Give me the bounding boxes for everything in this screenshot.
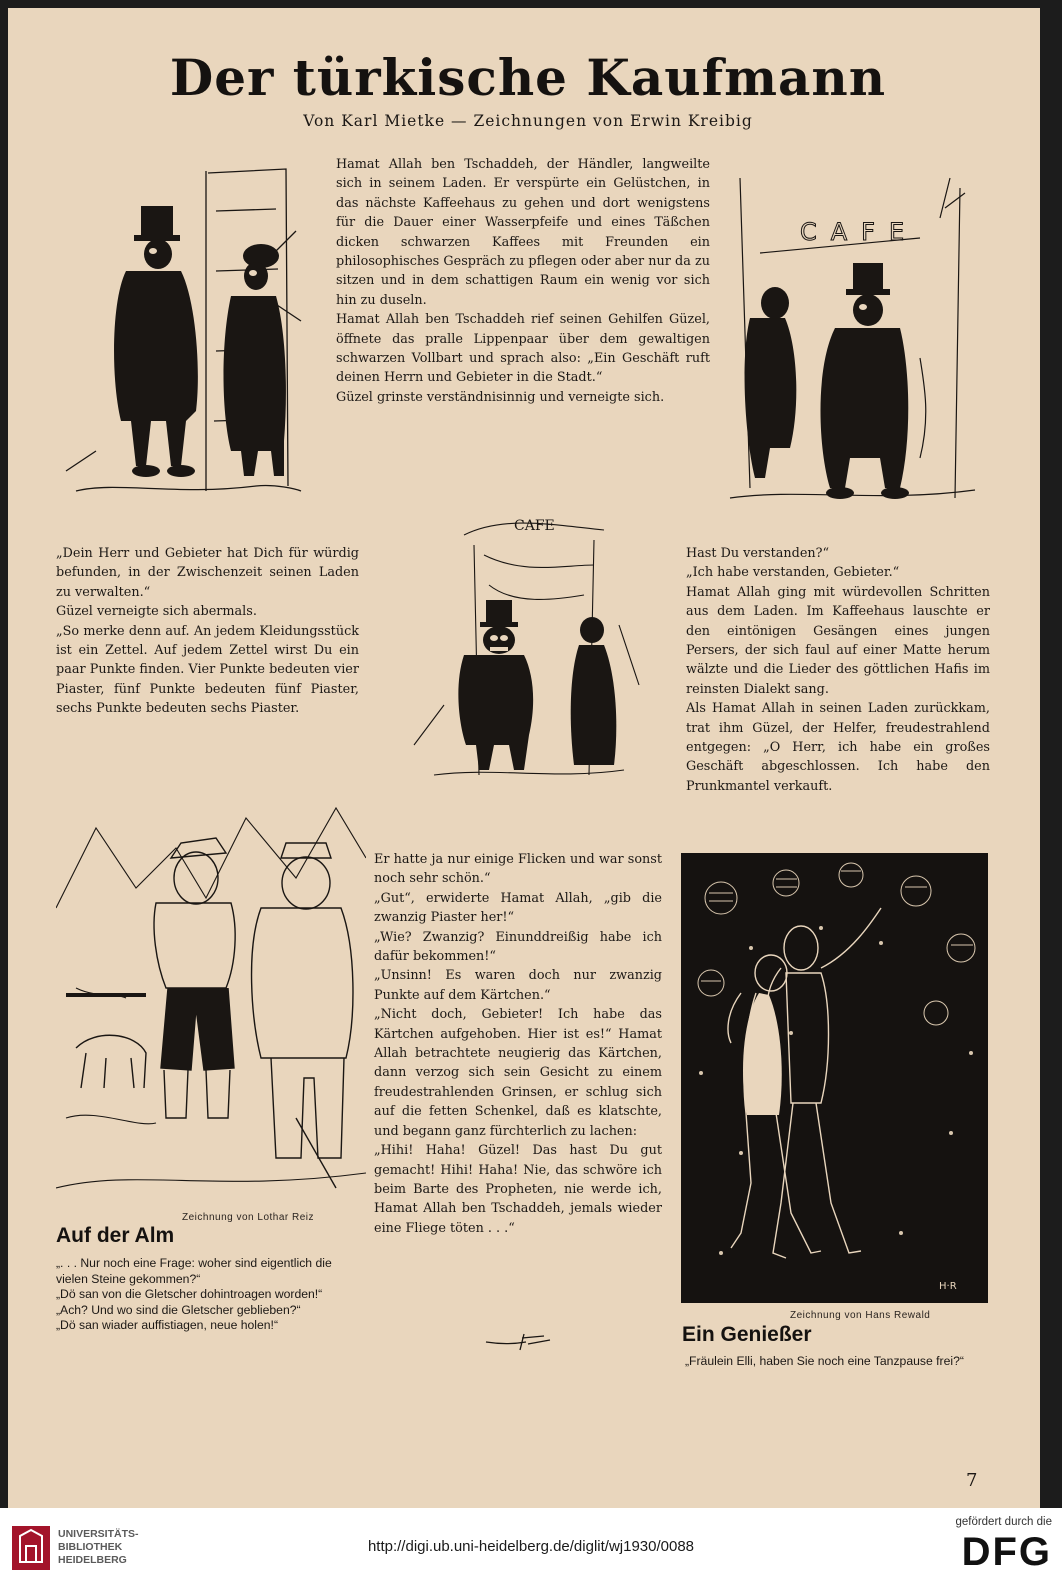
page-number: 7 — [966, 1470, 978, 1491]
illustration-dancers — [681, 853, 988, 1303]
article-column-right — [686, 544, 990, 796]
paragraph: „Gut“, erwiderte Hamat Allah, „gib die zwanzig Piaster her!“ — [374, 890, 662, 926]
illustration-alm — [56, 788, 366, 1206]
paragraph: Hamat Allah ging mit würdevollen Schritten aus dem Laden. Im Kaffeehaus lauschte er den eintönigen Gesängen eines jungen Persers, der sich faul auf einer Matte herum wälzte und die Lieder des göttlichen Hafis im reinsten Dialekt sang. — [686, 584, 990, 697]
alm-line: „Ach? Und wo sind die Gletscher geblieben?“ — [56, 1302, 301, 1317]
source-url-link[interactable]: http://digi.ub.uni-heidelberg.de/diglit/wj1930/0088 — [367, 1538, 695, 1555]
paragraph: Hamat Allah ben Tschaddeh, der Händler, langweilte sich in seinem Laden. Er verspürte ein Gelüstchen, in das nächste Kaffeehaus zu gehen und dort wenigstens für die Dauer einer Wasserpfeife und eines Täßchen dicken schwarzen Kaffees mit Freunden ein philosophisches Gespräch zu pflegen oder aber nur da zu sitzen und in dem schattigen Raum ein wenig vor sich hin zu duseln. — [336, 157, 710, 308]
illustration-cafe — [720, 158, 982, 518]
paragraph: „Unsinn! Es waren doch nur zwanzig Punkte auf dem Kärtchen.“ — [374, 968, 662, 1003]
alm-title: Auf der Alm — [56, 1224, 175, 1247]
dancers-signature: H·R — [939, 1281, 957, 1292]
paragraph: Er hatte ja nur einige Flicken und war sonst noch sehr schön.“ — [374, 852, 662, 887]
alm-line: „Dö san von die Gletscher dohintroagen worden!“ — [56, 1287, 323, 1301]
dfg-logo: DFG — [961, 1530, 1052, 1574]
article-column-top — [336, 155, 710, 407]
magazine-page — [8, 8, 1040, 1508]
alm-line: „. . . Nur noch eine Frage: woher sind eigentlich die vielen Steine gekommen?“ — [56, 1256, 332, 1286]
geniesser-credit: Zeichnung von Hans Rewald — [790, 1310, 931, 1321]
funding-note: gefördert durch die — [955, 1516, 1052, 1528]
paragraph: Güzel grinste verständnisinnig und verneigte sich. — [336, 389, 665, 405]
alm-dialogue — [56, 1256, 361, 1334]
article-title: Der türkische Kaufmann — [169, 48, 887, 107]
paragraph: Hamat Allah ben Tschaddeh rief seinen Gehilfen Güzel, öffnete das pralle Lippenpaar über dem gewaltigen schwarzen Vollbart und sprach also: „Ein Geschäft ruft deinen Herrn und Gebieter in die Stadt.“ — [336, 312, 710, 386]
paragraph: „Hihi! Haha! Güzel! Das hast Du gut gemacht! Hihi! Haha! Nie, das schwöre ich beim Barte des Propheten, nie werde ich, Hamat Allah ben Tschaddeh, jemals wieder eine Fliege töten . . .“ — [374, 1143, 662, 1236]
illustration-men-at-door — [56, 151, 306, 511]
illustration-shop-doorway — [404, 505, 644, 783]
library-name-line: UNIVERSITÄTS- — [58, 1528, 139, 1540]
library-name-line: BIBLIOTHEK — [58, 1541, 123, 1553]
geniesser-title: Ein Genießer — [682, 1323, 812, 1346]
paragraph: „So merke denn auf. An jedem Kleidungsstück ist ein Zettel. Auf jedem Zettel wirst Du ein paar Punkte finden. Vier Punkte bedeuten vier Piaster, fünf Punkte bedeuten fünf Piaster, sechs Punkte bedeuten sechs Piaster. — [56, 623, 359, 717]
shop-sign: CAFE — [514, 518, 555, 534]
end-flourish-icon — [484, 1330, 554, 1354]
library-name-line: HEIDELBERG — [58, 1554, 127, 1566]
paragraph: „Wie? Zwanzig? Einunddreißig habe ich dafür bekommen!“ — [374, 929, 662, 965]
alm-line: „Dö san wiader auffistiagen, neue holen!“ — [56, 1318, 278, 1332]
alm-credit: Zeichnung von Lothar Reiz — [182, 1212, 315, 1223]
paragraph: Als Hamat Allah in seinen Laden zurückkam, trat ihm Güzel, der Helfer, freudestrahlend entgegen: „O Herr, ich habe ein großes Geschäft abgeschlossen. Ich habe den Prunkmantel verkauft. — [686, 701, 990, 794]
article-byline: Von Karl Mietke — Zeichnungen von Erwin Kreibig — [303, 112, 753, 130]
article-column-left — [56, 544, 359, 719]
paragraph: Güzel verneigte sich abermals. — [56, 604, 257, 620]
article-column-middle — [374, 850, 662, 1238]
paragraph: „Ich habe verstanden, Gebieter.“ — [686, 565, 900, 581]
library-footer — [0, 1508, 1062, 1591]
cafe-sign: CAFE — [800, 218, 919, 246]
paragraph: „Nicht doch, Gebieter! Ich habe das Kärtchen aufgehoben. Hier ist es!“ Hamat Allah betrachtete neugierig das Kärtchen, dann verzog sich sein Gesicht zu einem freudestrahlenden Grinsen, er schlug sich auf die fetten Schenkel, daß es klatschte, und begann ganz fürchterlich zu lachen: — [374, 1007, 662, 1139]
paragraph: „Dein Herr und Gebieter hat Dich für würdig befunden, in der Zwischenzeit seinen Laden zu verwalten.“ — [56, 546, 359, 600]
geniesser-line: „Fräulein Elli, haben Sie noch eine Tanzpause frei?“ — [685, 1354, 964, 1368]
paragraph: Hast Du verstanden?“ — [686, 546, 830, 561]
